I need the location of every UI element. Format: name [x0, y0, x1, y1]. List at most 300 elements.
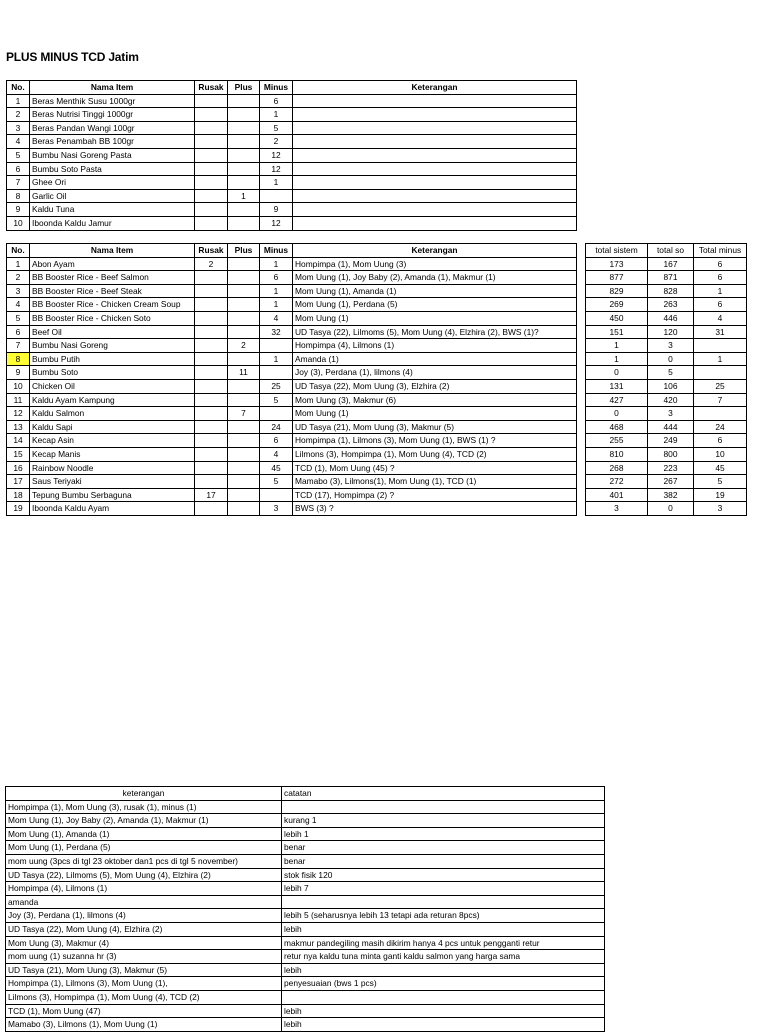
table-cell: 32 [260, 325, 293, 339]
table-cell: 24 [694, 420, 747, 434]
table-cell: 444 [648, 420, 694, 434]
table-cell: 1 [260, 176, 293, 190]
table-cell [195, 407, 228, 421]
table-cell: 18 [7, 488, 30, 502]
table-row [6, 977, 605, 991]
table-cell: Kaldu Ayam Kampung [30, 393, 195, 407]
header-total-minus: Total minus [694, 244, 747, 258]
table-cell [228, 108, 260, 122]
table-cell [195, 148, 228, 162]
table-cell: 31 [694, 325, 747, 339]
table-cell: 1 [260, 352, 293, 366]
table-cell: 7 [7, 339, 30, 353]
table-cell: Beras Penambah BB 100gr [30, 135, 195, 149]
table-cell: 829 [586, 284, 648, 298]
table-cell: 2 [7, 108, 30, 122]
table-cell [260, 339, 293, 353]
table-cell: 2 [260, 135, 293, 149]
table-cell: 3 [7, 121, 30, 135]
table-row [7, 475, 577, 489]
table-cell: Kaldu Salmon [30, 407, 195, 421]
table-cell [195, 108, 228, 122]
table-cell [228, 447, 260, 461]
table-row [7, 121, 577, 135]
table-cell [195, 447, 228, 461]
table-cell: Hompimpa (1), Lilmons (3), Mom Uung (1), BWS (1) ? [293, 434, 577, 448]
table-cell [228, 216, 260, 230]
table-cell [228, 393, 260, 407]
table-cell [195, 434, 228, 448]
table-cell: 24 [260, 420, 293, 434]
table-cell: Kecap Asin [30, 434, 195, 448]
table-cell: 1 [586, 339, 648, 353]
table-cell [195, 271, 228, 285]
table-cell [260, 366, 293, 380]
table-header-row [586, 244, 747, 258]
table-cell: 15 [7, 447, 30, 461]
table-cell: Bumbu Soto [30, 366, 195, 380]
table-cell: UD Tasya (21), Mom Uung (3), Makmur (5) [6, 963, 282, 977]
table-cell: 3 [7, 284, 30, 298]
table-cell: 9 [7, 203, 30, 217]
table-cell [195, 379, 228, 393]
table-cell [293, 203, 577, 217]
table-cell [228, 325, 260, 339]
table-cell: 151 [586, 325, 648, 339]
table-cell: BB Booster Rice - Chicken Soto [30, 311, 195, 325]
table-cell [228, 461, 260, 475]
table-row [6, 882, 605, 896]
table-cell: mom uung (1) suzanna hr (3) [6, 950, 282, 964]
table-cell: Mom Uung (1), Amanda (1) [293, 284, 577, 298]
table-cell: amanda [6, 895, 282, 909]
table-row [7, 434, 577, 448]
table-cell: 12 [7, 407, 30, 421]
table-cell: Beras Pandan Wangi 100gr [30, 121, 195, 135]
table-cell: Lilmons (3), Hompimpa (1), Mom Uung (4), TCD (2) [6, 990, 282, 1004]
header-rusak: Rusak [195, 244, 228, 258]
table-row [586, 488, 747, 502]
table-cell [195, 203, 228, 217]
header-nama-item: Nama Item [30, 81, 195, 95]
table-cell [195, 325, 228, 339]
table-cell [195, 502, 228, 516]
table-cell: Joy (3), Perdana (1), lilmons (4) [293, 366, 577, 380]
header-catatan: catatan [282, 787, 605, 801]
table-row [6, 800, 605, 814]
table-cell: 6 [7, 162, 30, 176]
table-row [7, 488, 577, 502]
table-cell [694, 366, 747, 380]
table-cell: Mom Uung (3), Makmur (4) [6, 936, 282, 950]
table-cell: 10 [694, 447, 747, 461]
header-keterangan: Keterangan [293, 244, 577, 258]
table-row [7, 420, 577, 434]
table-cell: 16 [7, 461, 30, 475]
table-cell: lebih [282, 1018, 605, 1032]
totals-table [585, 243, 747, 516]
table-cell: 1 [694, 284, 747, 298]
table-cell: 800 [648, 447, 694, 461]
table-cell [293, 162, 577, 176]
table-cell: 25 [694, 379, 747, 393]
table-cell: Joy (3), Perdana (1), lilmons (4) [6, 909, 282, 923]
table-cell [228, 148, 260, 162]
table-cell: Ghee Ori [30, 176, 195, 190]
table-cell: 269 [586, 298, 648, 312]
table-cell: TCD (1), Mom Uung (45) ? [293, 461, 577, 475]
table-cell: 6 [694, 257, 747, 271]
table-cell: 5 [260, 121, 293, 135]
table-cell: 6 [260, 271, 293, 285]
table-row [7, 379, 577, 393]
table-cell [195, 216, 228, 230]
table-row [6, 950, 605, 964]
table-cell: Hompimpa (1), Mom Uung (3) [293, 257, 577, 271]
table-cell: 25 [260, 379, 293, 393]
table-cell: Mom Uung (1), Joy Baby (2), Amanda (1), Makmur (1) [6, 814, 282, 828]
table-cell [195, 298, 228, 312]
table-cell [293, 94, 577, 108]
table-row [586, 475, 747, 489]
table-cell: Mom Uung (1), Joy Baby (2), Amanda (1), Makmur (1) [293, 271, 577, 285]
minus-table-main [6, 243, 577, 516]
table-cell: 3 [648, 339, 694, 353]
table-cell: Mom Uung (1) [293, 407, 577, 421]
table-cell: Mom Uung (3), Makmur (6) [293, 393, 577, 407]
table-cell: 450 [586, 311, 648, 325]
table-row [586, 298, 747, 312]
table-cell [228, 379, 260, 393]
table-cell: 0 [586, 407, 648, 421]
table-cell: 14 [7, 434, 30, 448]
table-cell: Hompimpa (1), Lilmons (3), Mom Uung (1), [6, 977, 282, 991]
table-cell: 7 [694, 393, 747, 407]
table-cell: 3 [648, 407, 694, 421]
table-row [7, 108, 577, 122]
table-cell [282, 800, 605, 814]
table-cell: 6 [260, 434, 293, 448]
table-cell: Chicken Oil [30, 379, 195, 393]
table-row [6, 963, 605, 977]
table-cell: Hompimpa (1), Mom Uung (3), rusak (1), minus (1) [6, 800, 282, 814]
table-cell: 6 [694, 434, 747, 448]
table-cell: 173 [586, 257, 648, 271]
table-cell [228, 488, 260, 502]
table-cell [228, 502, 260, 516]
table-cell: Tepung Bumbu Serbaguna [30, 488, 195, 502]
table-row [586, 339, 747, 353]
table-row [6, 895, 605, 909]
table-cell: 5 [7, 148, 30, 162]
table-cell: Mom Uung (1), Amanda (1) [6, 827, 282, 841]
table-cell: 1 [260, 108, 293, 122]
table-row [7, 94, 577, 108]
table-cell: UD Tasya (22), Lilmoms (5), Mom Uung (4), Elzhira (2), BWS (1)? [293, 325, 577, 339]
table-cell: 2 [228, 339, 260, 353]
table-header-row [7, 244, 577, 258]
table-cell [228, 352, 260, 366]
table-cell: Mom Uung (1), Perdana (5) [6, 841, 282, 855]
table-cell: 11 [228, 366, 260, 380]
table-cell: UD Tasya (22), Lilmoms (5), Mom Uung (4), Elzhira (2) [6, 868, 282, 882]
table-row [586, 461, 747, 475]
table-cell: 4 [7, 135, 30, 149]
table-cell: Kecap Manis [30, 447, 195, 461]
table-cell: lebih [282, 963, 605, 977]
table-cell [228, 176, 260, 190]
table-cell: 5 [260, 475, 293, 489]
table-cell: 427 [586, 393, 648, 407]
table-cell: 1 [694, 352, 747, 366]
table-row [586, 257, 747, 271]
table-cell [195, 311, 228, 325]
table-cell [228, 203, 260, 217]
table-cell [228, 475, 260, 489]
table-cell: stok fisik 120 [282, 868, 605, 882]
table-cell: 4 [694, 311, 747, 325]
table-cell: Rainbow Noodle [30, 461, 195, 475]
table-cell: Lilmons (3), Hompimpa (1), Mom Uung (4), TCD (2) [293, 447, 577, 461]
table-cell: 17 [7, 475, 30, 489]
header-keterangan: keterangan [6, 787, 282, 801]
table-cell [293, 135, 577, 149]
table-cell: Saus Teriyaki [30, 475, 195, 489]
table-cell [195, 176, 228, 190]
table-cell: 4 [7, 298, 30, 312]
table-cell: 1 [586, 352, 648, 366]
header-minus: Minus [260, 244, 293, 258]
table-row [7, 407, 577, 421]
header-minus: Minus [260, 81, 293, 95]
table-row [7, 271, 577, 285]
table-cell: Beras Menthik Susu 1000gr [30, 94, 195, 108]
table-cell: UD Tasya (22), Mom Uung (4), Elzhira (2) [6, 922, 282, 936]
header-total-sistem: total sistem [586, 244, 648, 258]
table-cell: 1 [260, 257, 293, 271]
table-row [7, 298, 577, 312]
table-cell: Kaldu Sapi [30, 420, 195, 434]
table-cell: 401 [586, 488, 648, 502]
table-row [7, 352, 577, 366]
table-cell: 1 [228, 189, 260, 203]
table-cell: 0 [586, 366, 648, 380]
table-cell: Beras Nutrisi Tinggi 1000gr [30, 108, 195, 122]
table-cell: Bumbu Nasi Goreng [30, 339, 195, 353]
table-cell: BB Booster Rice - Chicken Cream Soup [30, 298, 195, 312]
header-no: No. [7, 244, 30, 258]
table-cell: retur nya kaldu tuna minta ganti kaldu salmon yang harga sama [282, 950, 605, 964]
table-row [586, 366, 747, 380]
table-row [6, 936, 605, 950]
table-cell: 9 [260, 203, 293, 217]
table-row [7, 339, 577, 353]
table-cell: TCD (17), Hompimpa (2) ? [293, 488, 577, 502]
table-cell: Abon Ayam [30, 257, 195, 271]
table-cell: 12 [260, 162, 293, 176]
table-cell: 7 [7, 176, 30, 190]
table-cell [195, 94, 228, 108]
table-row [586, 434, 747, 448]
table-cell: BB Booster Rice - Beef Salmon [30, 271, 195, 285]
table-cell: Beef Oil [30, 325, 195, 339]
table-cell: penyesuaian (bws 1 pcs) [282, 977, 605, 991]
table-cell: 255 [586, 434, 648, 448]
table-cell [195, 366, 228, 380]
table-cell: kurang 1 [282, 814, 605, 828]
table-row [586, 325, 747, 339]
table-cell: 13 [7, 420, 30, 434]
table-cell: 2 [195, 257, 228, 271]
table-cell [195, 461, 228, 475]
table-cell [260, 488, 293, 502]
table-cell [195, 189, 228, 203]
table-cell [228, 121, 260, 135]
table-row [7, 216, 577, 230]
table-cell: Bumbu Nasi Goreng Pasta [30, 148, 195, 162]
table-cell: Amanda (1) [293, 352, 577, 366]
table-cell: 8 [7, 352, 30, 366]
table-cell: 263 [648, 298, 694, 312]
table-cell [293, 121, 577, 135]
table-row [586, 284, 747, 298]
table-cell [195, 339, 228, 353]
header-total-so: total so [648, 244, 694, 258]
table-header-row [6, 787, 605, 801]
table-row [586, 420, 747, 434]
table-cell: 4 [260, 447, 293, 461]
table-cell [228, 94, 260, 108]
table-cell [293, 148, 577, 162]
table-cell: Iboonda Kaldu Ayam [30, 502, 195, 516]
table-row [6, 922, 605, 936]
table-cell [228, 257, 260, 271]
header-plus: Plus [228, 81, 260, 95]
table-cell: 446 [648, 311, 694, 325]
table-cell: 267 [648, 475, 694, 489]
table-cell: 6 [260, 94, 293, 108]
table-cell: Mom Uung (1) [293, 311, 577, 325]
table-cell: 4 [260, 311, 293, 325]
table-row [6, 1004, 605, 1018]
table-cell: Hompimpa (4), Lilmons (1) [293, 339, 577, 353]
table-cell: lebih 1 [282, 827, 605, 841]
table-cell: 382 [648, 488, 694, 502]
table-cell: 810 [586, 447, 648, 461]
table-cell: 1 [260, 298, 293, 312]
table-row [6, 814, 605, 828]
table-row [586, 502, 747, 516]
table-cell: Bumbu Putih [30, 352, 195, 366]
table-cell: 5 [7, 311, 30, 325]
table-row [586, 352, 747, 366]
table-cell [228, 298, 260, 312]
table-cell: benar [282, 841, 605, 855]
table-cell [228, 284, 260, 298]
table-row [6, 827, 605, 841]
table-cell: 0 [648, 352, 694, 366]
table-cell: lebih [282, 1004, 605, 1018]
table-cell: 828 [648, 284, 694, 298]
table-cell [228, 162, 260, 176]
table-row [586, 271, 747, 285]
table-cell: 268 [586, 461, 648, 475]
header-nama-item: Nama Item [30, 244, 195, 258]
table-cell: TCD (1), Mom Uung (47) [6, 1004, 282, 1018]
table-cell [228, 135, 260, 149]
table-cell: UD Tasya (21), Mom Uung (3), Makmur (5) [293, 420, 577, 434]
table-cell [282, 990, 605, 1004]
table-cell: 6 [7, 325, 30, 339]
table-cell [195, 420, 228, 434]
table-cell: 249 [648, 434, 694, 448]
table-cell: 10 [7, 379, 30, 393]
table-row [7, 393, 577, 407]
table-cell: 6 [694, 271, 747, 285]
table-row [7, 176, 577, 190]
minus-table-top [6, 80, 577, 231]
table-cell [195, 284, 228, 298]
table-row [586, 311, 747, 325]
table-cell [293, 176, 577, 190]
table-row [6, 868, 605, 882]
table-cell: makmur pandegiling masih dikirim hanya 4 pcs untuk pengganti retur [282, 936, 605, 950]
table-cell [228, 420, 260, 434]
table-cell: Hompimpa (4), Lilmons (1) [6, 882, 282, 896]
table-row [7, 447, 577, 461]
table-cell: benar [282, 854, 605, 868]
table-row [6, 854, 605, 868]
table-cell: 6 [694, 298, 747, 312]
table-cell: 3 [694, 502, 747, 516]
header-rusak: Rusak [195, 81, 228, 95]
table-row [7, 135, 577, 149]
table-cell [694, 339, 747, 353]
table-cell: 5 [260, 393, 293, 407]
table-row [7, 366, 577, 380]
table-cell: 5 [694, 475, 747, 489]
table-row [7, 257, 577, 271]
table-cell [195, 135, 228, 149]
table-row [7, 461, 577, 475]
table-row [7, 162, 577, 176]
table-cell [293, 189, 577, 203]
table-row [586, 447, 747, 461]
table-row [7, 325, 577, 339]
table-cell: Garlic Oil [30, 189, 195, 203]
table-cell [195, 352, 228, 366]
table-cell [195, 121, 228, 135]
table-cell: 2 [7, 271, 30, 285]
table-cell: 5 [648, 366, 694, 380]
table-cell: 223 [648, 461, 694, 475]
table-cell: 3 [260, 502, 293, 516]
table-cell: Mamabo (3), Lilmons (1), Mom Uung (1) [6, 1018, 282, 1032]
table-row [7, 203, 577, 217]
table-cell: 17 [195, 488, 228, 502]
table-cell: 420 [648, 393, 694, 407]
table-cell: lebih 5 (seharusnya lebih 13 tetapi ada returan 8pcs) [282, 909, 605, 923]
table-cell: Mom Uung (1), Perdana (5) [293, 298, 577, 312]
table-cell [195, 162, 228, 176]
table-row [7, 311, 577, 325]
table-cell [293, 216, 577, 230]
header-no: No. [7, 81, 30, 95]
table-row [7, 189, 577, 203]
table-cell: 45 [260, 461, 293, 475]
table-cell [293, 108, 577, 122]
table-cell: 272 [586, 475, 648, 489]
